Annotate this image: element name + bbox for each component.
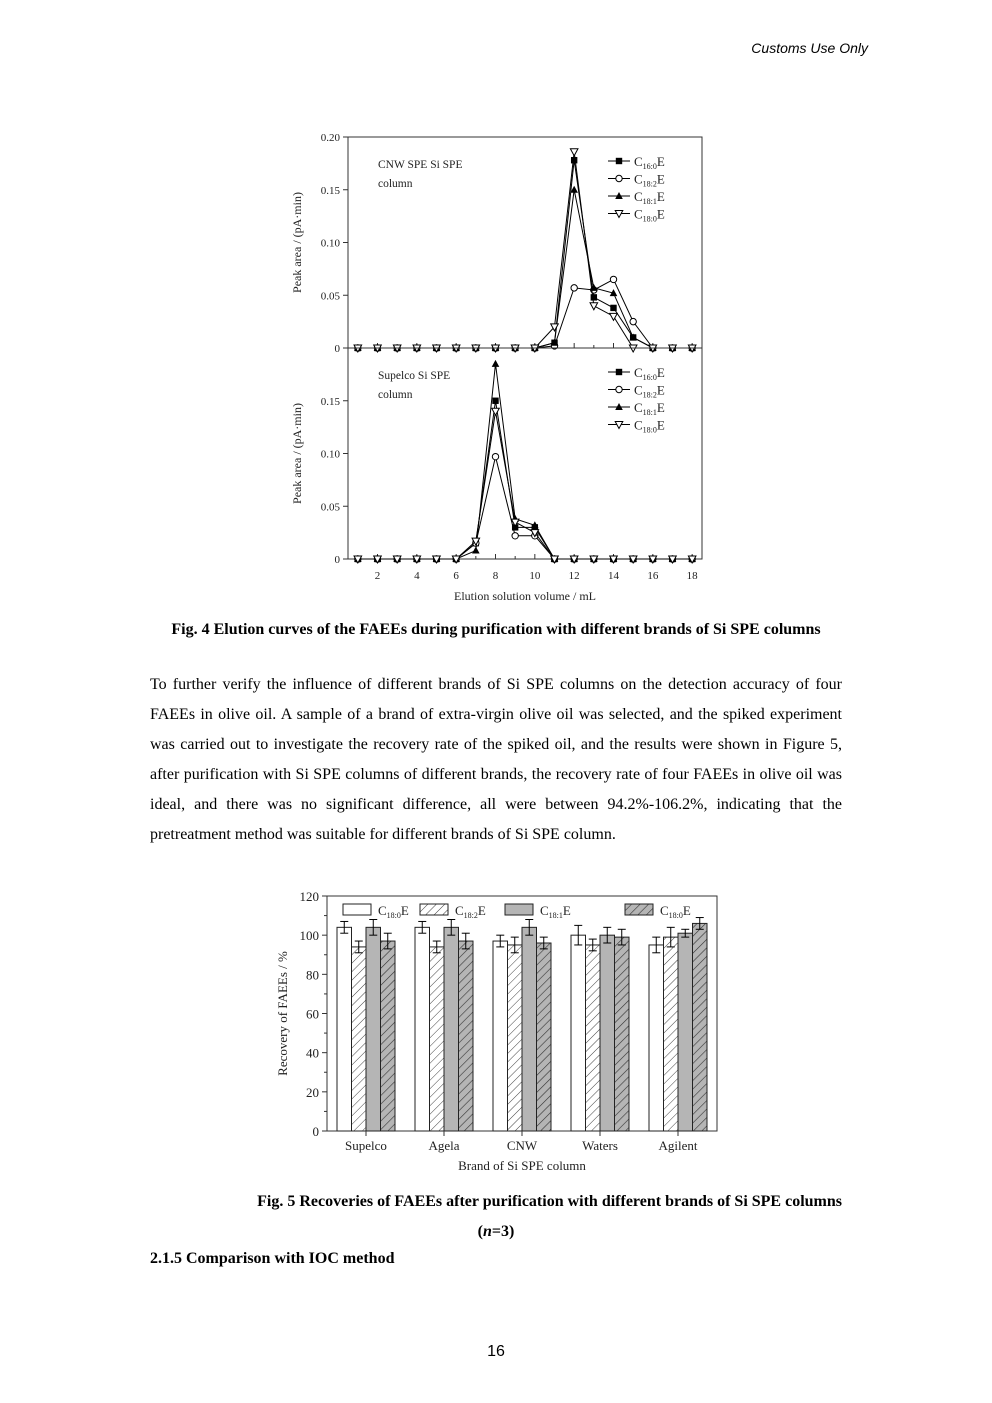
- bar: [430, 947, 445, 1131]
- figure-4-caption: Fig. 4 Elution curves of the FAEEs during purification with different brands of Si SPE columns: [171, 621, 821, 638]
- y-tick-label: 0.15: [320, 184, 340, 197]
- legend-label: $C_{18:0}E$: [634, 206, 665, 224]
- y-axis-label: Recovery of FAEEs / %: [275, 951, 290, 1076]
- chart-bar-area: [275, 889, 717, 1173]
- legend-label: $C_{18:0}E$: [634, 417, 665, 435]
- y-tick-label: 60: [306, 1006, 319, 1022]
- legend-marker: [616, 175, 622, 181]
- bar: [664, 937, 679, 1131]
- bar: [366, 927, 381, 1131]
- series-line: [358, 279, 692, 348]
- bar: [586, 945, 601, 1131]
- bar: [415, 927, 430, 1131]
- panel-label: column: [378, 389, 413, 401]
- x-tick-label: 2: [374, 570, 381, 582]
- x-tick-label: 4: [414, 570, 420, 582]
- legend-marker: [616, 158, 622, 164]
- data-point: [472, 547, 480, 554]
- y-tick-label: 0: [334, 554, 340, 566]
- legend-label: $C_{16:0}E$: [634, 154, 665, 171]
- x-tick-label: Supelco: [345, 1138, 387, 1153]
- caption-n-italic: n: [482, 1223, 492, 1240]
- data-point: [571, 157, 577, 163]
- y-tick-label: 100: [299, 928, 319, 944]
- legend-label: $C_{18:0}E$: [378, 903, 409, 920]
- y-tick-label: 0: [312, 1124, 319, 1139]
- data-point: [610, 305, 616, 311]
- legend-marker: [616, 386, 622, 392]
- y-tick-label: 120: [299, 889, 319, 904]
- data-point: [630, 318, 636, 324]
- legend-label: $C_{18:1}E$: [540, 903, 571, 920]
- chart-panel-cnw: [290, 132, 702, 355]
- bar: [508, 945, 523, 1131]
- y-tick-label: 0.05: [320, 501, 340, 514]
- page-header: Customs Use Only: [751, 40, 868, 56]
- legend-label: $C_{18:1}E$: [634, 400, 665, 417]
- legend-label: $C_{18:2}E$: [634, 171, 665, 189]
- chart-panel-supelco: [290, 348, 702, 603]
- x-tick-label: 6: [453, 570, 459, 582]
- data-point: [492, 453, 498, 459]
- data-point: [492, 360, 500, 367]
- data-point: [610, 313, 618, 320]
- y-tick-label: 0.15: [320, 395, 340, 408]
- bar: [522, 927, 537, 1131]
- section-heading: 2.1.5 Comparison with IOC method: [150, 1250, 395, 1267]
- bar: [678, 933, 693, 1131]
- x-tick-label: Agela: [428, 1138, 460, 1153]
- y-tick-label: 0.05: [320, 290, 340, 303]
- y-tick-label: 0: [334, 343, 340, 355]
- bar: [600, 935, 615, 1131]
- x-tick-label: 8: [492, 570, 499, 582]
- x-axis-label: Brand of Si SPE column: [458, 1158, 586, 1173]
- data-point: [591, 294, 597, 300]
- bar: [571, 935, 586, 1131]
- x-tick-label: 10: [529, 570, 541, 582]
- bar: [649, 945, 664, 1131]
- data-point: [571, 285, 577, 291]
- page-number: 16: [487, 1343, 505, 1360]
- series-line: [358, 457, 692, 559]
- x-tick-label: Agilent: [658, 1138, 698, 1153]
- figure-5-caption-line1: Fig. 5 Recoveries of FAEEs after purification with different brands of Si SPE columns: [257, 1193, 842, 1210]
- x-tick-label: 18: [686, 570, 698, 582]
- legend-label: $C_{18:1}E$: [634, 189, 665, 206]
- figure-4-elution-curves: [270, 125, 720, 605]
- bar: [381, 941, 396, 1131]
- y-axis-label: Peak area / (pA·min): [290, 403, 304, 504]
- bar: [444, 927, 459, 1131]
- bar: [459, 941, 474, 1131]
- legend-label: $C_{16:0}E$: [634, 365, 665, 382]
- data-point: [492, 408, 500, 415]
- legend-swatch: [420, 904, 448, 915]
- caption-n-suffix: =3): [491, 1223, 515, 1240]
- y-tick-label: 20: [306, 1084, 319, 1100]
- figure-5-caption: [150, 1189, 842, 1215]
- bar: [693, 923, 708, 1131]
- x-tick-label: 16: [647, 570, 659, 582]
- data-point: [610, 276, 616, 282]
- bar: [537, 943, 552, 1131]
- y-axis-label: Peak area / (pA·min): [290, 192, 304, 293]
- figure-5-caption-n: [150, 1219, 842, 1245]
- data-point: [512, 533, 518, 539]
- y-tick-label: 0.20: [320, 132, 340, 144]
- x-tick-label: 12: [568, 570, 580, 582]
- data-point: [570, 149, 578, 156]
- legend-label: $C_{18:0}E$: [660, 903, 691, 920]
- y-tick-label: 0.10: [320, 448, 340, 461]
- y-tick-label: 40: [306, 1045, 319, 1061]
- panel-label: column: [378, 178, 413, 190]
- panel-label: CNW SPE Si SPE: [378, 159, 463, 171]
- bar: [493, 941, 508, 1131]
- x-tick-label: CNW: [506, 1138, 538, 1153]
- x-tick-label: Waters: [582, 1138, 618, 1153]
- legend-marker: [616, 369, 622, 375]
- bar: [337, 927, 352, 1131]
- legend-label: $C_{18:2}E$: [455, 903, 486, 920]
- data-point: [590, 303, 598, 310]
- body-paragraph: To further verify the influence of different brands of Si SPE columns on the detection accuracy of four FAEEs in olive oil. A sample of a brand of extra-virgin olive oil was selected, and the spiked experiment was carried out to investigate the recovery rate of the spiked oil, and the results were shown in Figure 5, after purification with Si SPE columns of different brands, the recovery rate of four FAEEs in olive oil was ideal, and there was no significant difference, all were between 94.2%-106.2%, indicating that the pretreatment method was suitable for different brands of Si SPE column.: [150, 676, 842, 843]
- legend-swatch: [625, 904, 653, 915]
- legend-label: $C_{18:2}E$: [634, 382, 665, 400]
- bar: [615, 937, 630, 1131]
- caption-n-prefix: (: [477, 1223, 483, 1240]
- panel-label: Supelco Si SPE: [378, 370, 451, 382]
- x-axis-label: Elution solution volume / mL: [454, 589, 596, 603]
- y-tick-label: 0.10: [320, 237, 340, 250]
- x-tick-label: 14: [608, 570, 619, 582]
- legend-swatch: [505, 904, 533, 915]
- bar: [352, 947, 367, 1131]
- legend-swatch: [343, 904, 371, 915]
- figure-5-recovery-bars: [265, 880, 735, 1180]
- data-point: [492, 398, 498, 404]
- y-tick-label: 80: [306, 967, 319, 983]
